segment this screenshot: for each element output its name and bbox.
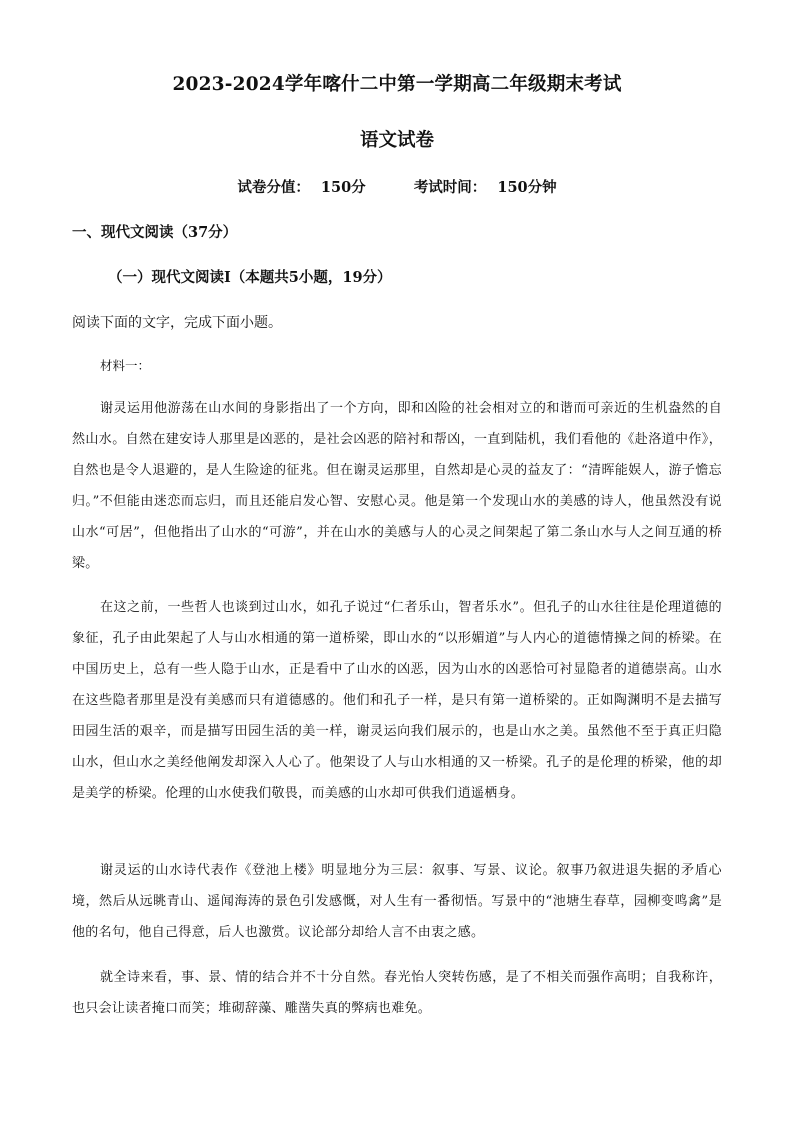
section-heading: 一、现代文阅读（37分） xyxy=(72,224,238,241)
reading-instruction: 阅读下面的文字，完成下面小题。 xyxy=(72,315,282,331)
paragraph-2: 在这之前，一些哲人也谈到过山水，如孔子说过“仁者乐山，智者乐水”。但孔子的山水往往是伦理道德的象征，孔子由此架起了人与山水相通的第一道桥梁，即山水的“以形媚道”与人内心的道德情操之间的桥梁。在中国历史上，总有一些人隐于山水，正是看中了山水的凶恶，因为山水的凶恶恰可衬显隐者的道德崇高。山水在这些隐者那里是没有美感而只有道德感的。他们和孔子一样，是只有第一道桥梁的。正如陶渊明不是去描写田园生活的艰辛，而是描写田园生活的美一样，谢灵运向我们展示的，也是山水之美。虽然他不至于真正归隐山水，但山水之美经他阐发却深入人心了。他架设了人与山水相通的又一桥梁。孔子的是伦理的桥梁，他的却是美学的桥梁。伦理的山水使我们敬畏，而美感的山水却可供我们逍遥栖身。 xyxy=(72,600,722,801)
time-label: 考试时间： xyxy=(413,179,487,196)
exam-title: 2023-2024学年喀什二中第一学期高二年级期末考试 xyxy=(172,74,622,95)
material-label: 材料一： xyxy=(100,358,151,373)
paragraph-1: 谢灵运用他游荡在山水间的身影指出了一个方向，即和凶险的社会相对立的和谐而可亲近的生机盎然的自然山水。自然在建安诗人那里是凶恶的，是社会凶恶的陪衬和帮凶，一直到陆机，我们看他的《赴洛道中作》，自然也是令人退避的，是人生险途的征兆。但在谢灵运那里，自然却是心灵的益友了：“清晖能娱人，游子憺忘归。”不但能由迷恋而忘归，而且还能启发心智、安慰心灵。他是第一个发现山水的美感的诗人，他虽然没有说山水“可居”，但他指出了山水的“可游”，并在山水的美感与人的心灵之间架起了第二条山水与人之间互通的桥梁。 xyxy=(72,401,722,571)
score-value: 150分 xyxy=(320,179,366,196)
paragraph-3: 谢灵运的山水诗代表作《登池上楼》明显地分为三层：叙事、写景、议论。叙事乃叙进退失据的矛盾心境，然后从远眺青山、遥闻海涛的景色引发感慨，对人生有一番彻悟。写景中的“池塘生春草，园柳变鸣禽”是他的名句，他自己得意，后人也激赏。议论部分却给人言不由衷之感。 xyxy=(72,863,722,940)
section-subheading: （一）现代文阅读Ⅰ（本题共5小题，19分） xyxy=(108,269,392,286)
score-label: 试卷分值： xyxy=(237,179,310,196)
time-value: 150分钟 xyxy=(497,179,557,196)
paragraph-4: 就全诗来看，事、景、情的结合并不十分自然。春光怡人突转伤感，是了不相关而强作高明；自我称许，也只会让读者掩口而笑；堆砌辞藻、雕凿失真的弊病也难免。 xyxy=(72,970,722,1016)
exam-subtitle: 语文试卷 xyxy=(359,130,434,151)
exam-meta xyxy=(0,176,794,197)
